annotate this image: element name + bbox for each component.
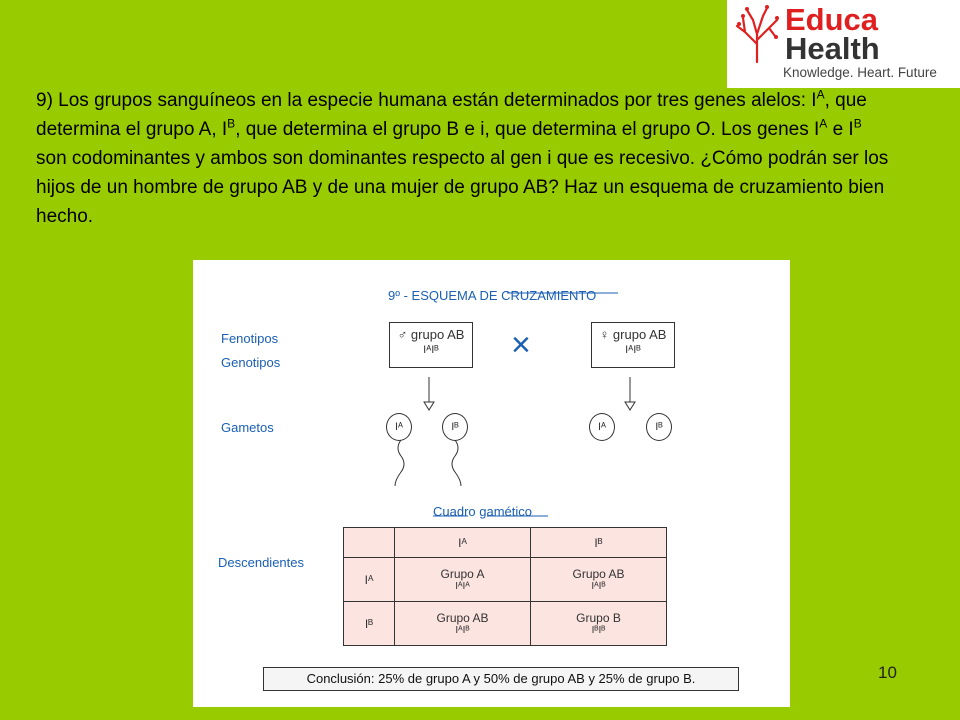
page-number: 10 <box>878 663 897 682</box>
cross-diagram-panel <box>193 260 790 707</box>
educa-health-logo <box>727 0 960 88</box>
male-gamete-b: Iᴮ <box>442 413 468 441</box>
female-gamete-a: Iᴬ <box>589 413 615 441</box>
table-corner <box>344 528 395 558</box>
label-genotipos: Genotipos <box>221 355 281 370</box>
diagram-title: 9º - ESQUEMA DE CRUZAMIENTO <box>388 288 597 303</box>
logo-text-health: Health <box>785 31 880 66</box>
col-header: Iᴮ <box>531 528 667 558</box>
logo-tagline: Knowledge. Heart. Future <box>783 65 937 80</box>
col-header: Iᴬ <box>395 528 531 558</box>
table-cell: Grupo AB IᴬIᴮ <box>531 558 667 602</box>
male-gamete-a: Iᴬ <box>386 413 412 441</box>
female-gamete-b: Iᴮ <box>646 413 672 441</box>
cross-symbol: × <box>511 326 531 364</box>
label-descendientes: Descendientes <box>218 555 304 570</box>
female-phenotype: ♀ grupo AB <box>599 327 667 342</box>
row-header: Iᴮ <box>344 602 395 646</box>
table-cell: Grupo AB IᴬIᴮ <box>395 602 531 646</box>
gametic-square-table <box>343 527 667 646</box>
label-gametos: Gametos <box>221 420 274 435</box>
male-parent-box <box>389 322 473 368</box>
cuadro-gametico-title: Cuadro gamético <box>433 504 533 519</box>
female-parent-box <box>591 322 675 368</box>
question-text: 9) Los grupos sanguíneos en la especie humana están determinados por tres genes alelos: $I^A$, que determina el grupo A, $I^B$, que determina el grupo B e i, que determina el grupo O. Los genes $I^A$ e $I^B$ son codominantes y ambos son dominantes respecto al gen i que es recesivo. ¿Cómo podrán ser los hijos de un hombre de grupo AB y de una mujer de grupo AB? Haz un esquema de cruzamiento bien hecho. <box>36 87 889 227</box>
conclusion-box: Conclusión: 25% de grupo A y 50% de grupo AB y 25% de grupo B. <box>263 667 739 691</box>
label-fenotipos: Fenotipos <box>221 331 279 346</box>
table-cell: Grupo A IᴬIᴬ <box>395 558 531 602</box>
logo-text-educa: Educa <box>785 2 879 37</box>
female-genotype: IᴬIᴮ <box>625 344 641 356</box>
male-phenotype: ♂ grupo AB <box>397 327 465 342</box>
tree-heart-icon <box>731 4 783 66</box>
male-genotype: IᴬIᴮ <box>423 344 439 356</box>
table-cell: Grupo B IᴮIᴮ <box>531 602 667 646</box>
row-header: Iᴬ <box>344 558 395 602</box>
